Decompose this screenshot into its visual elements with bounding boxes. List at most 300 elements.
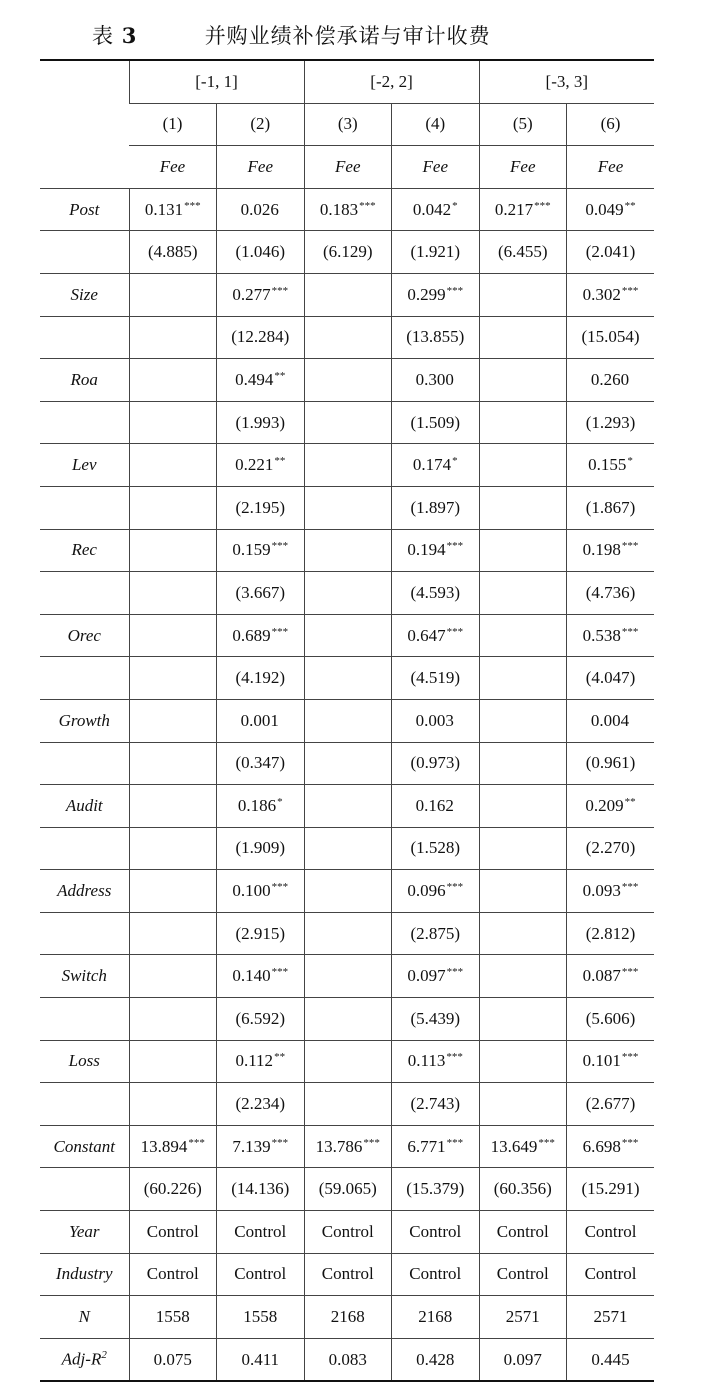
- coefficient-value: 13.649: [490, 1136, 538, 1156]
- significance-stars: ***: [534, 199, 551, 212]
- t-statistic: (14.136): [217, 1168, 305, 1211]
- coefficient-cell: [217, 614, 305, 657]
- t-statistic: [479, 657, 567, 700]
- coefficient-cell: [392, 529, 480, 572]
- coefficient-cell: [392, 444, 480, 487]
- t-statistic-row: [40, 401, 654, 444]
- significance-stars: ***: [271, 966, 289, 979]
- statistic-label: Adj-R: [61, 1349, 102, 1369]
- significance-stars: ***: [621, 881, 639, 894]
- t-statistic: (2.743): [392, 1083, 480, 1126]
- variable-name: Address: [40, 870, 129, 913]
- t-statistic: (15.379): [392, 1168, 480, 1211]
- coefficient-value: 0.049: [585, 199, 624, 219]
- t-statistic-row: [40, 1168, 654, 1211]
- variable-name: Post: [40, 188, 129, 231]
- t-statistic: (1.921): [392, 231, 480, 274]
- empty-label-cell: [40, 316, 129, 359]
- coefficient-value: 0.174: [412, 455, 452, 475]
- significance-stars: ***: [363, 1136, 380, 1149]
- control-name: Industry: [40, 1253, 129, 1296]
- empty-label-cell: [40, 657, 129, 700]
- coefficient-cell: [479, 1040, 567, 1083]
- t-statistic: [479, 316, 567, 359]
- t-statistic: [479, 401, 567, 444]
- t-statistic: (4.593): [392, 572, 480, 615]
- variable-name: Roa: [40, 359, 129, 402]
- coefficient-row: [40, 870, 654, 913]
- statistic-value: 1558: [129, 1296, 217, 1339]
- coefficient-value: 0.260: [590, 369, 630, 389]
- t-statistic: [129, 657, 217, 700]
- empty-label-cell: [40, 401, 129, 444]
- coefficient-cell: [129, 188, 217, 231]
- coefficient-cell: [304, 444, 392, 487]
- model-number: (5): [479, 103, 567, 146]
- dependent-variable: Fee: [217, 146, 305, 189]
- t-statistic: (1.046): [217, 231, 305, 274]
- window-header: [-2, 2]: [304, 60, 479, 103]
- model-number: (4): [392, 103, 480, 146]
- coefficient-value: 0.003: [415, 710, 454, 730]
- t-statistic: (6.455): [479, 231, 567, 274]
- significance-stars: **: [274, 455, 286, 468]
- t-statistic-row: [40, 231, 654, 274]
- coefficient-cell: [304, 529, 392, 572]
- coefficient-row: [40, 785, 654, 828]
- variable-name: Orec: [40, 614, 129, 657]
- empty-label-cell: [40, 827, 129, 870]
- coefficient-cell: [567, 359, 655, 402]
- coefficient-value: 0.113: [407, 1051, 446, 1071]
- coefficient-row: [40, 359, 654, 402]
- variable-name: Rec: [40, 529, 129, 572]
- t-statistic: [129, 401, 217, 444]
- coefficient-cell: [217, 1040, 305, 1083]
- coefficient-cell: [304, 870, 392, 913]
- t-statistic: [129, 827, 217, 870]
- t-statistic: (4.047): [567, 657, 655, 700]
- variable-name: Growth: [40, 699, 129, 742]
- significance-stars: ***: [538, 1136, 555, 1149]
- control-name: Year: [40, 1211, 129, 1254]
- significance-stars: ***: [621, 540, 639, 553]
- t-statistic: (60.226): [129, 1168, 217, 1211]
- coefficient-value: 0.097: [407, 966, 446, 986]
- coefficient-value: 0.186: [237, 795, 277, 815]
- t-statistic: [304, 572, 392, 615]
- coefficient-cell: [392, 188, 480, 231]
- statistic-value: 0.445: [567, 1338, 655, 1381]
- significance-stars: **: [274, 1051, 286, 1064]
- t-statistic: [304, 998, 392, 1041]
- significance-stars: ***: [271, 881, 289, 894]
- t-statistic-row: [40, 827, 654, 870]
- empty-label-cell: [40, 998, 129, 1041]
- coefficient-value: 13.786: [315, 1136, 363, 1156]
- significance-stars: ***: [446, 284, 464, 297]
- coefficient-cell: [479, 955, 567, 998]
- t-statistic: (2.875): [392, 912, 480, 955]
- empty-label-cell: [40, 1168, 129, 1211]
- t-statistic: (15.054): [567, 316, 655, 359]
- coefficient-cell: [217, 444, 305, 487]
- coefficient-cell: [479, 699, 567, 742]
- t-statistic: (2.677): [567, 1083, 655, 1126]
- coefficient-row: [40, 1040, 654, 1083]
- t-statistic: [129, 912, 217, 955]
- significance-stars: **: [274, 369, 286, 382]
- coefficient-value: 7.139: [232, 1136, 271, 1156]
- dependent-variable-row: [40, 146, 654, 189]
- significance-stars: *: [627, 455, 633, 468]
- t-statistic-row: [40, 912, 654, 955]
- coefficient-cell: [392, 955, 480, 998]
- coefficient-cell: [567, 785, 655, 828]
- coefficient-cell: [567, 1125, 655, 1168]
- t-statistic: [129, 316, 217, 359]
- table-caption: [92, 20, 491, 50]
- t-statistic: (1.509): [392, 401, 480, 444]
- coefficient-cell: [217, 870, 305, 913]
- coefficient-value: 0.042: [412, 199, 452, 219]
- t-statistic: [129, 998, 217, 1041]
- coefficient-value: 0.140: [232, 966, 271, 986]
- coefficient-cell: [304, 614, 392, 657]
- coefficient-cell: [392, 1125, 480, 1168]
- coefficient-cell: [217, 188, 305, 231]
- t-statistic: (1.897): [392, 486, 480, 529]
- coefficient-cell: [479, 1125, 567, 1168]
- coefficient-value: 0.538: [582, 625, 621, 645]
- significance-stars: ***: [359, 199, 376, 212]
- coefficient-value: 0.004: [590, 710, 630, 730]
- coefficient-value: 0.194: [407, 540, 446, 560]
- statistic-name: [40, 1338, 129, 1381]
- coefficient-row: [40, 273, 654, 316]
- coefficient-cell: [217, 359, 305, 402]
- coefficient-cell: [567, 188, 655, 231]
- regression-table-body: [40, 60, 654, 1381]
- coefficient-value: 0.001: [240, 710, 279, 730]
- significance-stars: ***: [446, 540, 464, 553]
- coefficient-row: [40, 614, 654, 657]
- window-header: [-1, 1]: [129, 60, 304, 103]
- coefficient-row: [40, 699, 654, 742]
- dependent-variable: Fee: [567, 146, 655, 189]
- variable-name: Switch: [40, 955, 129, 998]
- coefficient-cell: [217, 273, 305, 316]
- coefficient-cell: [304, 955, 392, 998]
- t-statistic-row: [40, 486, 654, 529]
- coefficient-cell: [392, 699, 480, 742]
- coefficient-cell: [129, 444, 217, 487]
- coefficient-cell: [129, 1125, 217, 1168]
- significance-stars: ***: [271, 284, 289, 297]
- coefficient-cell: [567, 444, 655, 487]
- coefficient-cell: [129, 785, 217, 828]
- coefficient-value: 6.698: [582, 1136, 621, 1156]
- control-value: Control: [567, 1211, 655, 1254]
- coefficient-value: 0.198: [582, 540, 621, 560]
- t-statistic: (0.347): [217, 742, 305, 785]
- variable-name: Size: [40, 273, 129, 316]
- t-statistic: [304, 1083, 392, 1126]
- significance-stars: *: [452, 455, 458, 468]
- coefficient-value: 0.155: [588, 455, 627, 475]
- significance-stars: ***: [188, 1136, 205, 1149]
- t-statistic: [304, 486, 392, 529]
- t-statistic-row: [40, 998, 654, 1041]
- t-statistic: (2.195): [217, 486, 305, 529]
- coefficient-cell: [567, 699, 655, 742]
- t-statistic-row: [40, 572, 654, 615]
- coefficient-cell: [129, 699, 217, 742]
- t-statistic: [129, 486, 217, 529]
- statistic-value: 0.428: [392, 1338, 480, 1381]
- t-statistic-row: [40, 1083, 654, 1126]
- statistic-label: N: [78, 1307, 90, 1327]
- coefficient-cell: [479, 359, 567, 402]
- statistic-value: 0.097: [479, 1338, 567, 1381]
- t-statistic: [304, 742, 392, 785]
- coefficient-cell: [217, 529, 305, 572]
- t-statistic: [129, 742, 217, 785]
- coefficient-value: 0.221: [235, 455, 274, 475]
- coefficient-cell: [129, 955, 217, 998]
- empty-label-cell: [40, 572, 129, 615]
- empty-label-cell: [40, 486, 129, 529]
- coefficient-cell: [129, 614, 217, 657]
- t-statistic: (12.284): [217, 316, 305, 359]
- t-statistic: [304, 912, 392, 955]
- coefficient-cell: [304, 359, 392, 402]
- coefficient-cell: [567, 955, 655, 998]
- coefficient-value: 0.131: [144, 199, 184, 219]
- coefficient-row: [40, 529, 654, 572]
- t-statistic: (59.065): [304, 1168, 392, 1211]
- coefficient-value: 0.093: [582, 881, 621, 901]
- caption-number: 3: [121, 23, 138, 48]
- window-header-row: [40, 60, 654, 103]
- coefficient-cell: [392, 1040, 480, 1083]
- coefficient-cell: [129, 273, 217, 316]
- coefficient-cell: [479, 273, 567, 316]
- significance-stars: *: [277, 795, 283, 808]
- dependent-variable: Fee: [392, 146, 480, 189]
- coefficient-row: [40, 444, 654, 487]
- t-statistic: [304, 316, 392, 359]
- coefficient-cell: [392, 614, 480, 657]
- t-statistic: [479, 742, 567, 785]
- significance-stars: ***: [446, 1136, 464, 1149]
- coefficient-value: 0.162: [415, 795, 454, 815]
- coefficient-value: 0.689: [232, 625, 271, 645]
- control-value: Control: [567, 1253, 655, 1296]
- statistic-row: [40, 1338, 654, 1381]
- t-statistic: [479, 998, 567, 1041]
- statistic-value: 2571: [567, 1296, 655, 1339]
- coefficient-cell: [479, 188, 567, 231]
- coefficient-cell: [567, 870, 655, 913]
- coefficient-cell: [217, 699, 305, 742]
- t-statistic: (6.592): [217, 998, 305, 1041]
- control-value: Control: [392, 1211, 480, 1254]
- coefficient-value: 0.302: [582, 284, 621, 304]
- dependent-variable: Fee: [479, 146, 567, 189]
- t-statistic: (4.192): [217, 657, 305, 700]
- statistic-row: [40, 1296, 654, 1339]
- coefficient-cell: [567, 614, 655, 657]
- coefficient-cell: [479, 870, 567, 913]
- control-value: Control: [479, 1253, 567, 1296]
- t-statistic: [479, 827, 567, 870]
- variable-name: Lev: [40, 444, 129, 487]
- coefficient-cell: [479, 614, 567, 657]
- coefficient-cell: [392, 870, 480, 913]
- window-header: [-3, 3]: [479, 60, 654, 103]
- coefficient-value: 13.894: [140, 1136, 188, 1156]
- coefficient-cell: [217, 1125, 305, 1168]
- t-statistic: [479, 486, 567, 529]
- caption-title: 并购业绩补偿承诺与审计收费: [204, 24, 491, 48]
- coefficient-value: 0.026: [240, 199, 279, 219]
- t-statistic: (3.667): [217, 572, 305, 615]
- coefficient-value: 0.101: [582, 1051, 621, 1071]
- significance-stars: ***: [621, 1136, 639, 1149]
- t-statistic: (5.439): [392, 998, 480, 1041]
- coefficient-cell: [567, 1040, 655, 1083]
- coefficient-cell: [304, 1040, 392, 1083]
- coefficient-value: 0.112: [235, 1051, 274, 1071]
- empty-label-cell: [40, 912, 129, 955]
- control-value: Control: [129, 1211, 217, 1254]
- coefficient-cell: [129, 529, 217, 572]
- coefficient-cell: [304, 273, 392, 316]
- statistic-value: 2571: [479, 1296, 567, 1339]
- coefficient-cell: [392, 273, 480, 316]
- t-statistic: (60.356): [479, 1168, 567, 1211]
- coefficient-value: 0.087: [582, 966, 621, 986]
- variable-name: Constant: [40, 1125, 129, 1168]
- coefficient-row: [40, 1125, 654, 1168]
- significance-stars: ***: [446, 625, 464, 638]
- variable-name: Loss: [40, 1040, 129, 1083]
- control-value: Control: [479, 1211, 567, 1254]
- significance-stars: **: [624, 795, 636, 808]
- control-value: Control: [392, 1253, 480, 1296]
- t-statistic: (0.973): [392, 742, 480, 785]
- coefficient-cell: [392, 359, 480, 402]
- model-number: (2): [217, 103, 305, 146]
- coefficient-cell: [304, 188, 392, 231]
- coefficient-cell: [129, 359, 217, 402]
- t-statistic: (2.812): [567, 912, 655, 955]
- t-statistic: (1.293): [567, 401, 655, 444]
- statistic-name: [40, 1296, 129, 1339]
- t-statistic: (1.867): [567, 486, 655, 529]
- coefficient-value: 0.494: [235, 369, 274, 389]
- dependent-variable: Fee: [304, 146, 392, 189]
- t-statistic: (4.885): [129, 231, 217, 274]
- significance-stars: ***: [446, 1051, 463, 1064]
- statistic-value: 1558: [217, 1296, 305, 1339]
- significance-stars: ***: [621, 966, 639, 979]
- t-statistic: (1.909): [217, 827, 305, 870]
- control-value: Control: [304, 1211, 392, 1254]
- t-statistic: [304, 401, 392, 444]
- model-number: (3): [304, 103, 392, 146]
- empty-label-cell: [40, 1083, 129, 1126]
- coefficient-cell: [304, 785, 392, 828]
- significance-stars: ***: [184, 199, 201, 212]
- control-value: Control: [304, 1253, 392, 1296]
- significance-stars: ***: [621, 284, 639, 297]
- significance-stars: **: [624, 199, 636, 212]
- coefficient-value: 6.771: [407, 1136, 446, 1156]
- significance-stars: ***: [446, 881, 464, 894]
- coefficient-value: 0.183: [319, 199, 359, 219]
- t-statistic: [129, 572, 217, 615]
- coefficient-value: 0.159: [232, 540, 271, 560]
- coefficient-value: 0.277: [232, 284, 271, 304]
- significance-stars: ***: [621, 1051, 639, 1064]
- coefficient-value: 0.100: [232, 881, 271, 901]
- t-statistic: [479, 1083, 567, 1126]
- t-statistic: (2.915): [217, 912, 305, 955]
- coefficient-value: 0.299: [407, 284, 446, 304]
- coefficient-cell: [392, 785, 480, 828]
- t-statistic: [129, 1083, 217, 1126]
- t-statistic: (2.041): [567, 231, 655, 274]
- coefficient-value: 0.096: [407, 881, 446, 901]
- t-statistic: (4.519): [392, 657, 480, 700]
- empty-label-cell: [40, 742, 129, 785]
- t-statistic: (0.961): [567, 742, 655, 785]
- coefficient-cell: [217, 955, 305, 998]
- significance-stars: ***: [271, 1136, 289, 1149]
- t-statistic: (4.736): [567, 572, 655, 615]
- t-statistic: [304, 657, 392, 700]
- t-statistic: (6.129): [304, 231, 392, 274]
- t-statistic: (2.270): [567, 827, 655, 870]
- control-value: Control: [217, 1253, 305, 1296]
- coefficient-cell: [217, 785, 305, 828]
- model-number: (1): [129, 103, 217, 146]
- coefficient-cell: [567, 529, 655, 572]
- coefficient-cell: [479, 785, 567, 828]
- control-row: [40, 1211, 654, 1254]
- coefficient-cell: [479, 529, 567, 572]
- significance-stars: *: [452, 199, 458, 212]
- t-statistic-row: [40, 316, 654, 359]
- coefficient-cell: [479, 444, 567, 487]
- coefficient-cell: [304, 699, 392, 742]
- coefficient-cell: [567, 273, 655, 316]
- statistic-value: 0.083: [304, 1338, 392, 1381]
- t-statistic: (1.528): [392, 827, 480, 870]
- statistic-value: 2168: [392, 1296, 480, 1339]
- statistic-value: 2168: [304, 1296, 392, 1339]
- t-statistic-row: [40, 657, 654, 700]
- t-statistic: [479, 572, 567, 615]
- regression-table: [40, 59, 654, 1382]
- control-value: Control: [217, 1211, 305, 1254]
- coefficient-value: 0.217: [494, 199, 534, 219]
- coefficient-value: 0.300: [415, 369, 454, 389]
- coefficient-cell: [129, 870, 217, 913]
- statistic-value: 0.075: [129, 1338, 217, 1381]
